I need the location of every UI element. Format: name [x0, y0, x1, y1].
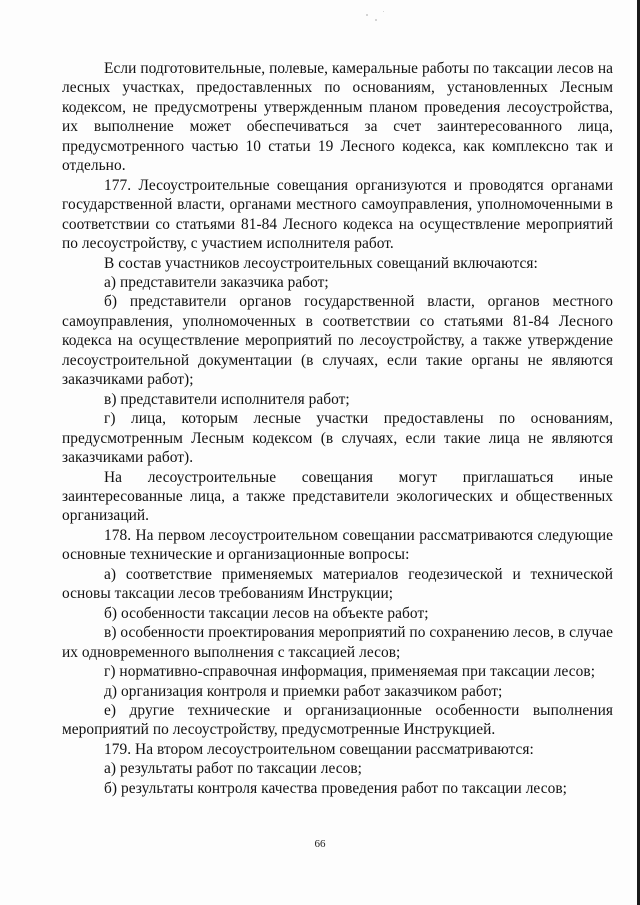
list-item-e: е) другие технические и организационные особенности выполнения мероприятий по лесоустройству, предусмотренные Инструкцией. — [62, 701, 613, 739]
list-item-g: г) нормативно-справочная информация, применяемая при таксации лесов; — [104, 663, 596, 681]
scan-speck — [375, 19, 377, 21]
list-item-b: б) представители органов государственной власти, органов местного самоуправления, уполномоченных в соответствии со статьями 81-84 Лесного кодекса на осуществление мероприятий по лесоустройству, а также утверждение лесоустроительной документации (в случаях, если такие органы не являются заказчиками работ); — [62, 293, 613, 389]
list-item-a: а) результаты работ по таксации лесов; — [104, 760, 362, 778]
list-item-a: а) представители заказчика работ; — [104, 273, 329, 291]
paragraph-177: 177. Лесоустроительные совещания организуются и проводятся органами государственной власти, органами местного самоуправления, уполномоченными в соответствии со статьями 81-84 Лесного кодекса на осуществление мероприятий по лесоустройству, с участием исполнителя работ. — [62, 176, 613, 253]
paragraph-invited: На лесоустроительные совещания могут приглашаться иные заинтересованные лица, а также представители экологических и общественных организаций. — [62, 468, 613, 525]
list-item-d: д) организация контроля и приемки работ заказчиком работ; — [104, 682, 503, 700]
page-number: 66 — [314, 838, 326, 850]
document-body — [62, 59, 613, 798]
list-item-g: г) лица, которым лесные участки предоставлены по основаниям, предусмотренным Лесным кодексом (в случаях, если такие лица не являются заказчиками работ). — [62, 410, 613, 467]
list-item-b: б) результаты контроля качества проведения работ по таксации лесов; — [104, 779, 567, 797]
list-item-a: а) соответствие применяемых материалов геодезической и технической основы таксации лесов требованиям Инструкции; — [62, 565, 613, 603]
paragraph-179: 179. На втором лесоустроительном совещании рассматриваются: — [104, 740, 534, 758]
list-item-v: в) особенности проектирования мероприятий по сохранению лесов, в случае их одновременного выполнения с таксацией лесов; — [62, 624, 614, 661]
list-item-b: б) особенности таксации лесов на объекте работ; — [104, 604, 429, 622]
scan-speck — [383, 11, 384, 12]
scan-speck — [366, 14, 368, 16]
list-item-v: в) представители исполнителя работ; — [104, 390, 350, 408]
paragraph-178: 178. На первом лесоустроительном совещании рассматриваются следующие основные технические и организационные вопросы: — [62, 526, 613, 564]
paragraph-intro: Если подготовительные, полевые, камеральные работы по таксации лесов на лесных участках, предоставленных по основаниям, установленных Лесным кодексом, не предусмотрены утвержденным планом проведения лесоустройства, их выполнение может обеспечиваться за счет заинтересованного лица, предусмотренного частью 10 статьи 19 Лесного кодекса, как комплексно так и отдельно. — [62, 60, 613, 175]
paragraph-participants: В состав участников лесоустроительных совещаний включаются: — [104, 254, 538, 272]
